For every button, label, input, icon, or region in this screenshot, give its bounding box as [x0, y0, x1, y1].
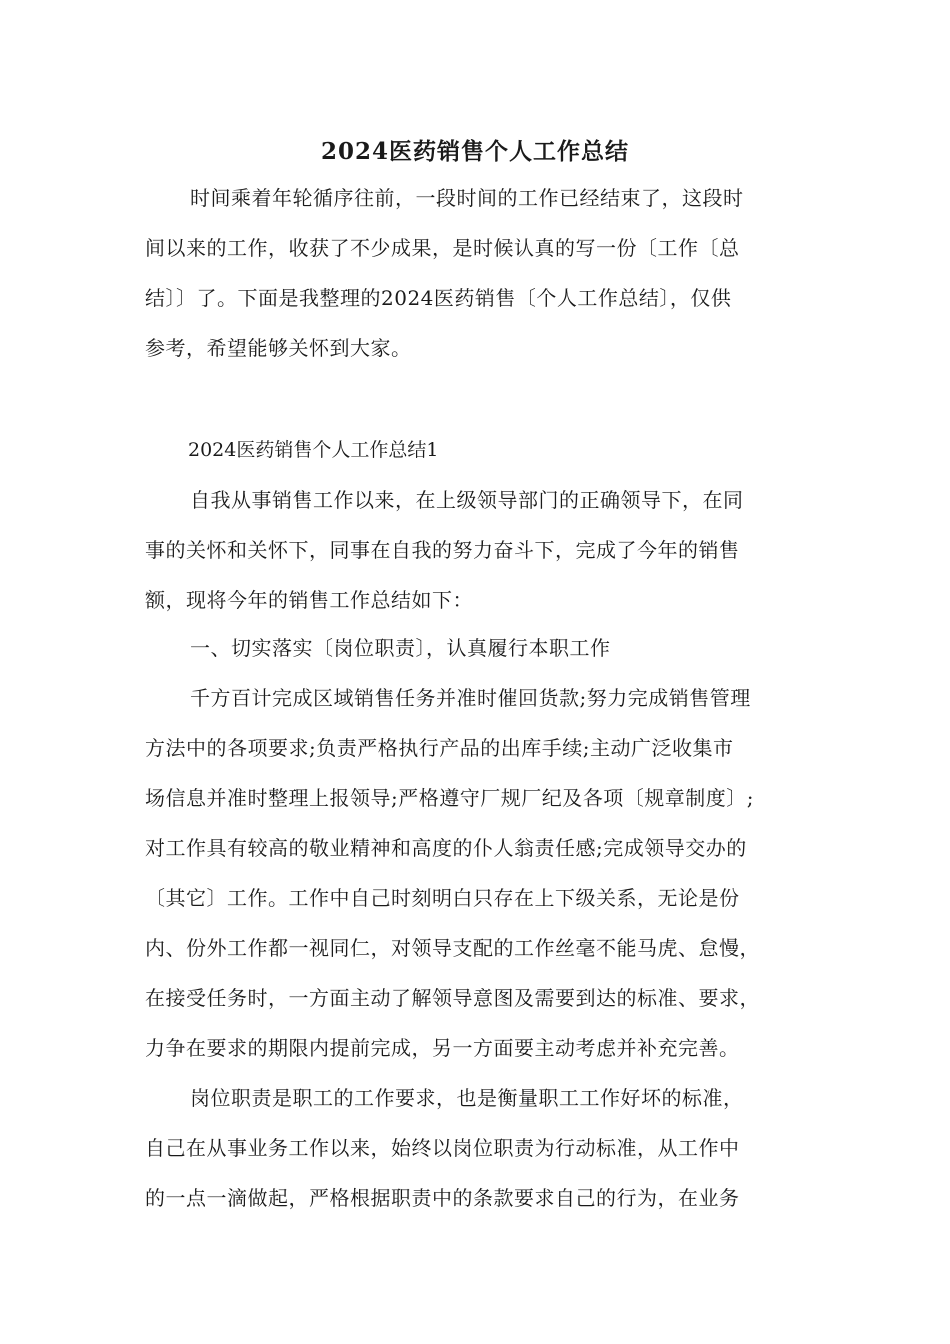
document-title: 2024医药销售个人工作总结: [320, 138, 629, 165]
intro-line-2: 间以来的工作，收获了不少成果，是时候认真的写一份〔工作〔总: [145, 236, 740, 260]
para2-line-6: 内、份外工作都一视同仁，对领导支配的工作丝毫不能马虎、怠慢，: [145, 936, 760, 960]
para1-line-2: 事的关怀和关怀下，同事在自我的努力奋斗下，完成了今年的销售: [145, 538, 740, 562]
para2-line-1: 千方百计完成区域销售任务并准时催回货款;努力完成销售管理: [190, 686, 751, 710]
para2-line-7: 在接受任务时，一方面主动了解领导意图及需要到达的标准、要求，: [145, 986, 760, 1010]
para2-line-4: 对工作具有较高的敬业精神和高度的仆人翁责任感;完成领导交办的: [145, 836, 747, 860]
para2-line-3: 场信息并准时整理上报领导;严格遵守厂规厂纪及各项〔规章制度〕;: [145, 786, 754, 810]
intro-line-1: 时间乘着年轮循序往前，一段时间的工作已经结束了，这段时: [190, 186, 744, 210]
para3-line-1: 岗位职责是职工的工作要求，也是衡量职工工作好坏的标准，: [190, 1086, 744, 1110]
intro-line-4: 参考，希望能够关怀到大家。: [145, 336, 412, 360]
para2-line-2: 方法中的各项要求;负责严格执行产品的出库手续;主动广泛收集市: [145, 736, 734, 760]
section-title: 2024医药销售个人工作总结1: [188, 439, 439, 461]
para3-line-2: 自己在从事业务工作以来，始终以岗位职责为行动标准，从工作中: [145, 1136, 740, 1160]
para2-line-5: 〔其它〕工作。工作中自己时刻明白只存在上下级关系，无论是份: [145, 886, 740, 910]
para1-line-3: 额，现将今年的销售工作总结如下：: [145, 588, 473, 612]
para1-line-1: 自我从事销售工作以来，在上级领导部门的正确领导下，在同: [190, 488, 744, 512]
para3-line-3: 的一点一滴做起，严格根据职责中的条款要求自己的行为，在业务: [145, 1186, 740, 1210]
para2-line-8: 力争在要求的期限内提前完成，另一方面要主动考虑并补充完善。: [145, 1036, 740, 1060]
intro-line-3: 结〕〕了。下面是我整理的2024医药销售〔个人工作总结〕，仅供: [145, 286, 732, 310]
heading-1: 一、切实落实〔岗位职责〕，认真履行本职工作: [190, 636, 611, 660]
